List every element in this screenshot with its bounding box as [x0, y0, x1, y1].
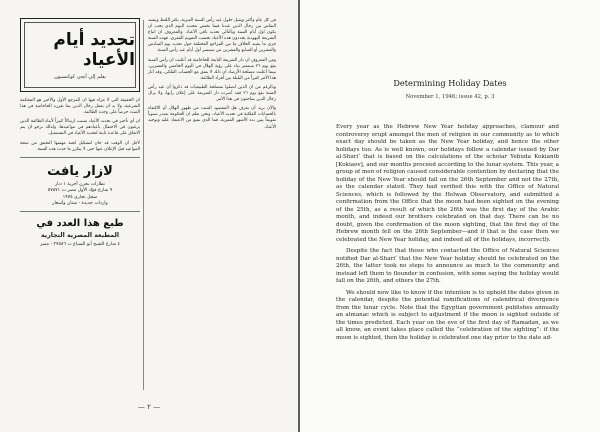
column-divider: [143, 20, 144, 390]
advertisement: [20, 164, 140, 208]
arabic-newspaper-page: [0, 0, 298, 432]
advertisement-line: واردات جديدة - شتان وأسعار: [52, 200, 108, 206]
arabic-paragraph: لأجل ان الوقت قد حان لتشكيل لجنة مهمتها التحقق من صحة المواعيد قبل الإعلان عنها حتى لا يتكرر ما حدث هذه السنة.: [20, 140, 140, 152]
arabic-paragraph: ان أي تأخير في تحديد الأعياد يسبب ارتباكاً كبيراً لأبناء الطائفة الذين يرغبون في الاحتفال بأعيادهم في مواعيدها، ولذلك نرجو ان يتم الاتفاق على قاعدة ثابتة لتحديد الأعياد في المستقبل.: [20, 119, 140, 137]
translation-body: [336, 124, 559, 346]
article-title-arabic: تحديد أيام الأعياد: [53, 30, 135, 70]
section-rule: [20, 157, 140, 158]
advertisement-line: سجل تجاري ١٩٧٥: [62, 194, 98, 200]
section-rule: [20, 211, 140, 212]
article-body-arabic: [148, 18, 276, 131]
printer-heading: طبع هذا العدد في: [36, 218, 124, 230]
translation-paragraph: We should now like to know if the intention is to uphold the dates given in the calendar, despite the potential ramifications of calendrical divergence from the lunar cycle. Note that the Egyptian government publishes annually an almanac which is subject to adjustment if the moon is sighted outside of the times predicted. Each year on the eve of the first day of Ramadan, as we all know, an event takes place called the “celebration of the sighting”: if the moon is sighted, then the holiday is celebrated one day prior to the date ad-: [336, 289, 559, 341]
printer-address: ٤ شارع الشيخ أبو السباع ت ٢٧٥٨٦ - مصر: [39, 242, 121, 248]
arabic-paragraph: وبالرغم من ان الذين اتصلوا بمصلحة الطبيعيات قد ذكروا أن عيد رأس السنة يقع يوم ٢٦ فقد أصرت دار الشريعة على إعلان رأيها، ولا يزال رجال الدين يتباحثون في هذا الأمر.: [148, 84, 276, 103]
translation-paragraph: Every year as the Hebrew New Year holiday approaches, clamour and controversy erupt amongst the men of religion in our community as to which exact day should be taken as the New Year holiday, and hence the other holidays too. As is well known, our holidays follow a calendar issued by Dar al-Shari‘ that is based on the calculations of the scholar Yehuda Kokianib [Kokiaov], and our months proceed according to the lunar system. This year, a group of men of religion caused considerable contention by declaring that the holiday of the New Year should fall on the 26th September and not the 27th, as the calendar stated. They had verified this with the Office of Natural Sciences, which is followed by the Helwan Observatory, and submitted a confirmation from the Office that the moon had been sighted on the evening of the 25th, as a result of which the 26th was the first day of the Arabic month, and indeed our brothers celebrated on that day. There can be no doubt, given the confirmation of the moon sighting, that the first day of the Hebrew month fell on the 26th September—and if that is the case then we celebrated the New Year holiday, and indeed all of the holidays, incorrectly.: [336, 124, 559, 243]
page-number: — ٢ —: [137, 403, 161, 411]
printer-name: المطبعة المصرية التجارية: [40, 232, 120, 240]
translation-paragraph: Despite the fact that those who contacted the Office of Natural Sciences notified Dar al-Shari‘ that the New Year holiday should be celebrated on the 26th, the latter took no steps to announce as much to the community and instead left them to flounder in confusion, with some saying the holiday would fall on the 26th, and others the 27th.: [336, 248, 559, 284]
left-column: [20, 18, 140, 249]
left-column-text: [20, 98, 140, 153]
advertisement-heading: لازار يافت: [47, 163, 113, 179]
english-translation-page: [300, 0, 600, 432]
advertisement-line: ٩ شارع فؤاد الأول مصر ت ٥٧٨٧١: [47, 188, 113, 194]
article-byline: بقلم إلي أنجي كوكبسيون: [53, 74, 106, 80]
advertisement-line: نظارات بحرن أجرية ١ دنار: [54, 181, 106, 187]
page-subtitle: November 1, 1946; issue 42, p. 3: [405, 94, 495, 100]
printer-notice: [20, 218, 140, 248]
article-title-box: [20, 18, 140, 92]
page-title: Determining Holiday Dates: [393, 78, 507, 88]
arabic-paragraph: والآن نريد أن نعرف هل المقصود التثبت من ظهور الهلال أم الاكتفاء بالحسابات الفلكية في تحديد الأعياد، ونحن نعلم ان الحكومة تصدر سنوياً تقويماً يبين بدء الأشهر القمرية، فما الذي يمنع من الاعتماد عليه وتوحيد الأعياد.: [148, 106, 276, 130]
arabic-paragraph: في كل عام وأكثر ويقبل حلول عيد رأس السنة العبرية، يكثر اللغط ويشتد النقاش بين رجال الدين عندنا فيما يختص بتحديد اليوم الذي يجب ان يكون اول أيام السنة وبالتالي تحديد باقي الأعياد. والمعروف ان اتباع الشريعة اليهودية يحددون هذه الأعياد بحسب التقويم القمري، فهذه السنة جرى ما يشبه الخلاف ما بين المراجع المختلفة حول تحديد يوم السادس والعشرين أو السابع والعشرين من سبتمبر أول أيام عيد رأس السنة.: [148, 18, 276, 54]
arabic-paragraph: ومن المعروف ان دار الشريعة التابعة للحاخامية قد أعلنت ان رأس السنة يقع يوم ٢٦ سبتمبر بناء على رؤية الهلال في اليوم الخامس والعشرين، بينما أعلنت مصلحة الأرصاد ان ذلك لا يتفق مع الحساب الفلكي، وقد أثار هذا الأمر كثيراً من البلبلة بين أفراد الطائفة.: [148, 57, 276, 81]
arabic-paragraph: ان الحقيقة التي لا مراء فيها ان المرجع الأول والأخير هو المحكمة الشرعية، ولا بد ان يعمل رجال الدين بما تقرره الحاخامية في هذا الصدد حرصاً على وحدة الطائفة.: [20, 98, 140, 116]
right-column: [148, 18, 276, 134]
